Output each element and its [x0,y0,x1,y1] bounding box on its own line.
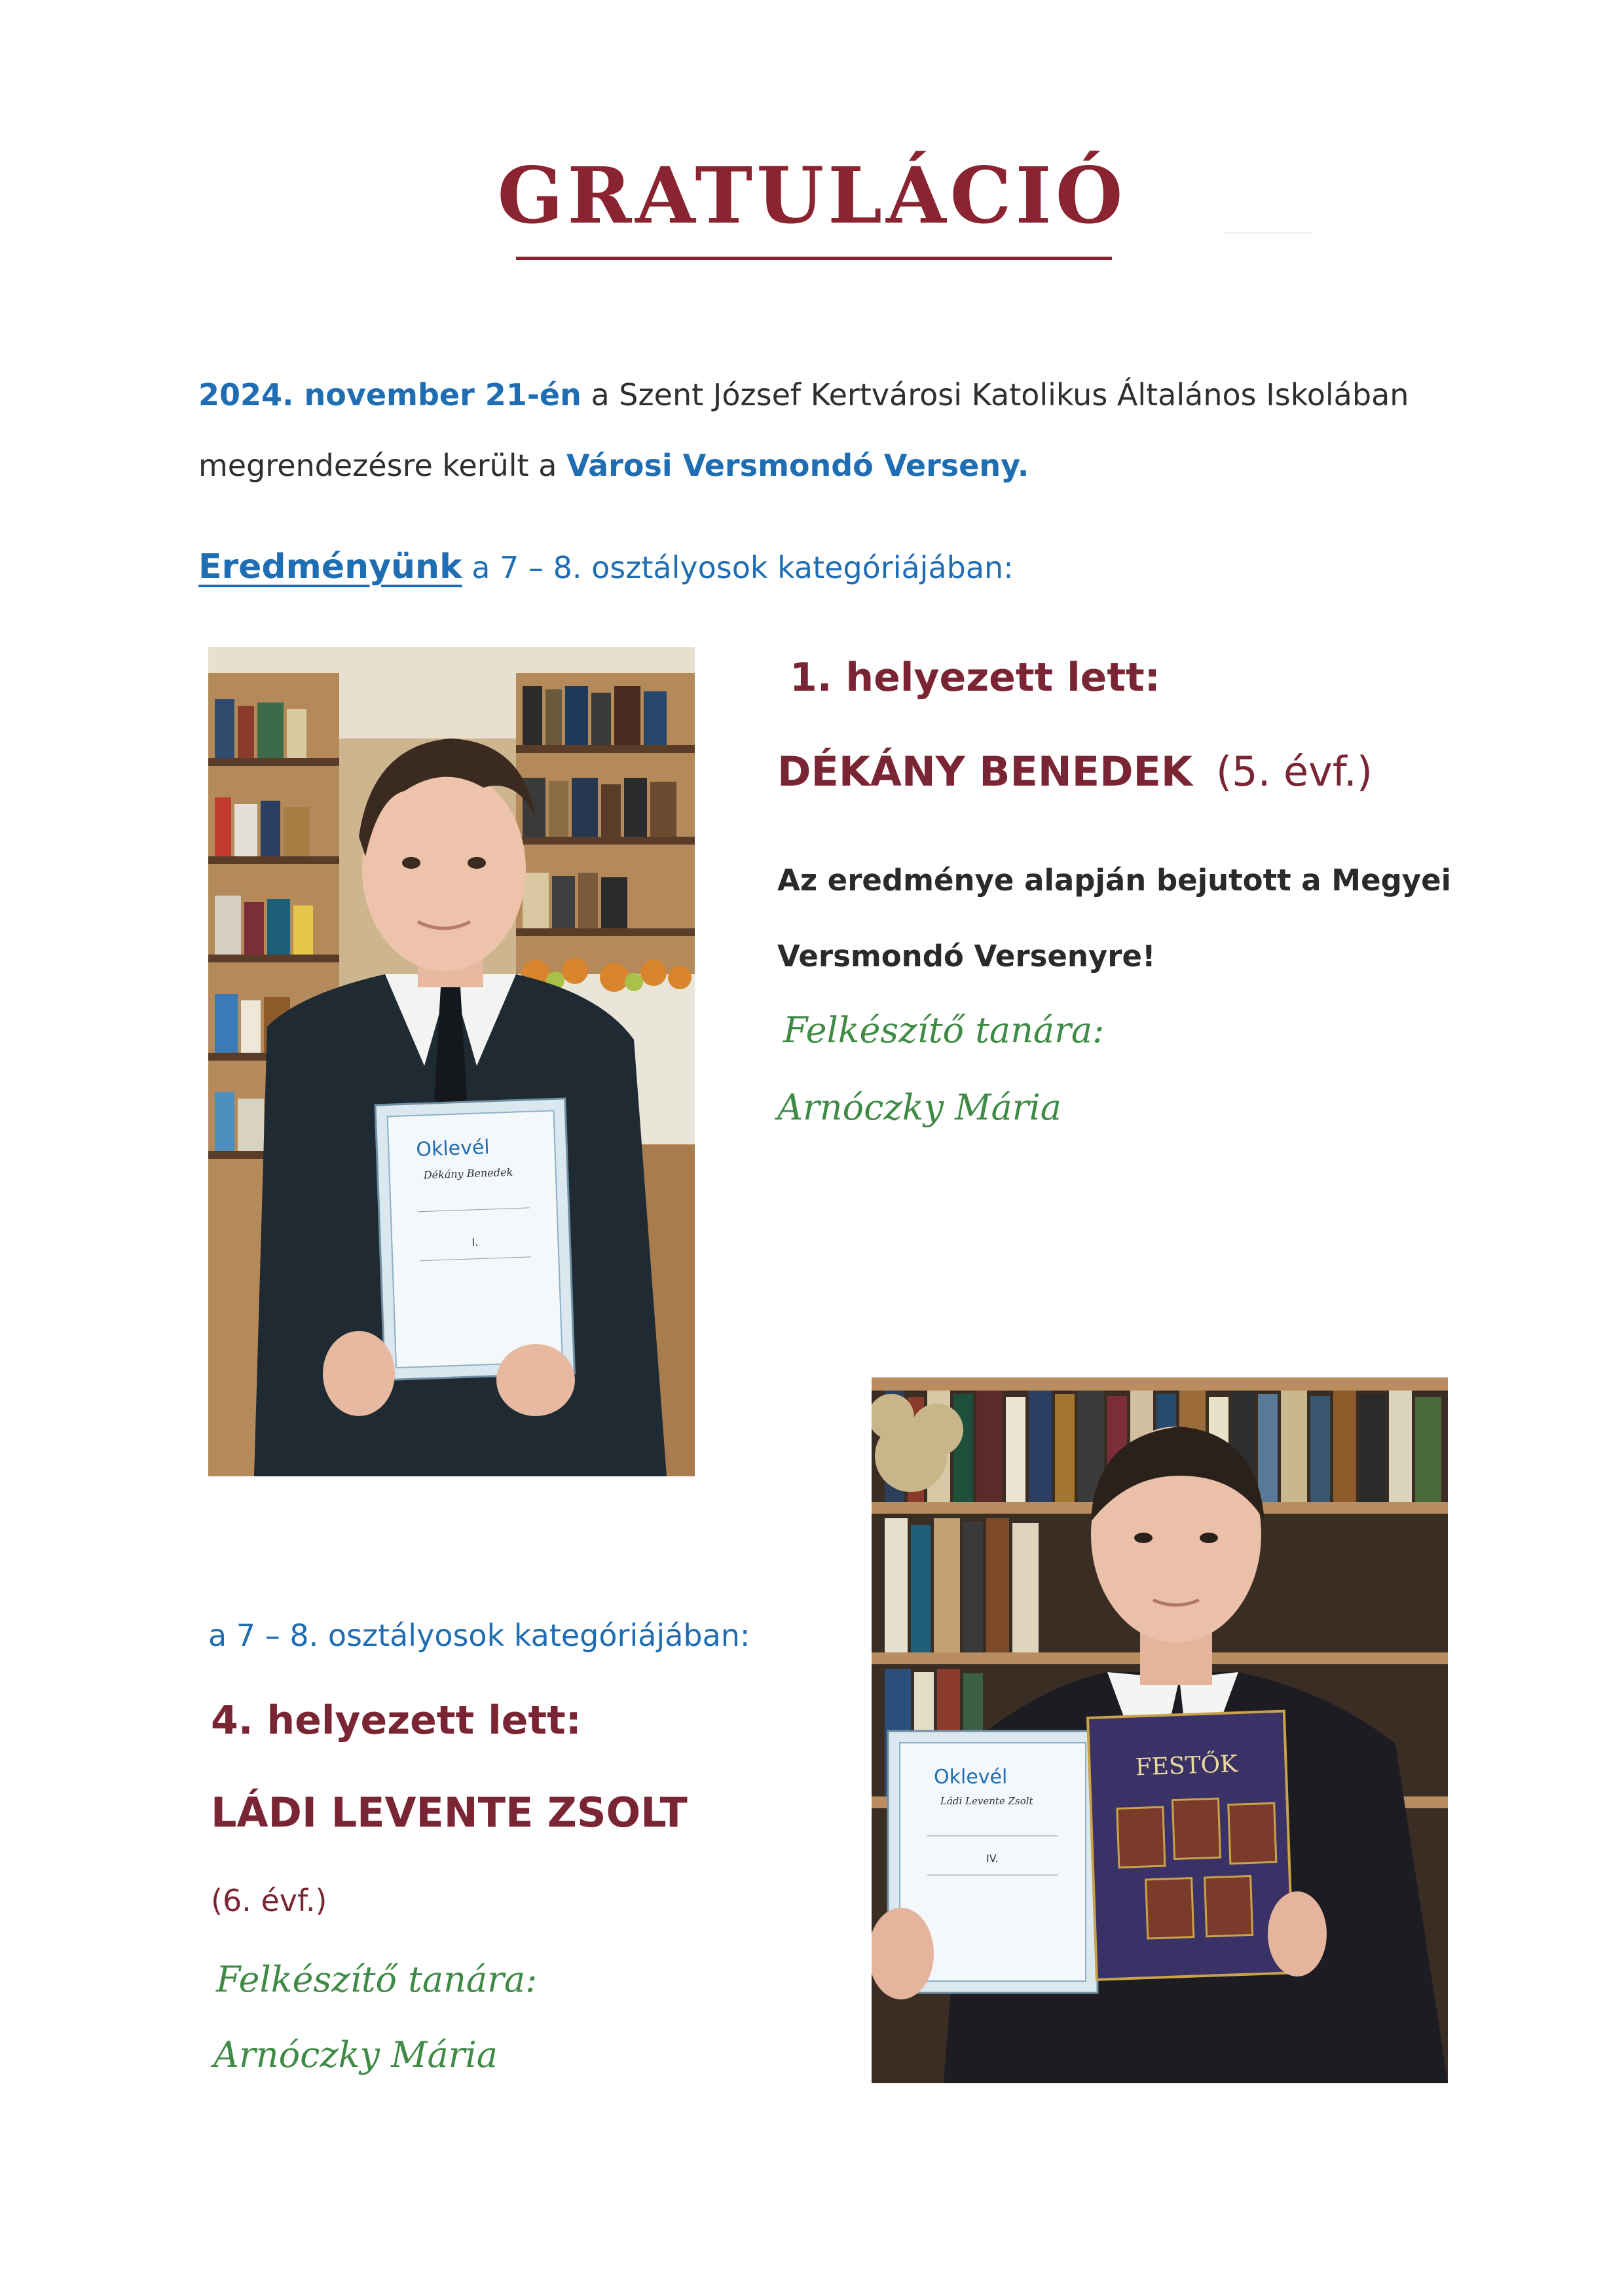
winner1-place: 1. helyezett lett: [790,655,1160,701]
intro-line-1 [198,377,1409,412]
winner2-grade: (6. évf.) [211,1883,327,1918]
winner2-teacher-label: Felkészítő tanára: [216,1959,538,2000]
certificate-place-2: IV. [986,1852,999,1865]
event-date: 2024. november 21-én [198,377,581,412]
winner1-teacher: Arnóczky Mária [777,1087,1061,1128]
result-label: Eredményünk [198,547,462,587]
winner2-place: 4. helyezett lett: [211,1698,581,1743]
winner2-teacher: Arnóczky Mária [213,2034,498,2075]
winner2-name: LÁDI LEVENTE ZSOLT [211,1789,688,1836]
intro-text-2: megrendezésre került a [198,448,567,483]
event-name: Városi Versmondó Verseny. [566,448,1029,483]
certificate-title-2: Oklevél [934,1766,1008,1789]
certificate-place: I. [471,1235,479,1248]
winner1-note-1: Az eredménye alapján bejutott a Megyei [777,863,1452,898]
winner1-note-2: Versmondó Versenyre! [777,939,1156,974]
certificate-name: Dékány Benedek [423,1165,513,1182]
winner1-grade: (5. évf.) [1215,748,1373,795]
winner1-name-line [777,748,1373,795]
certificate-name-2: Ládi Levente Zsolt [940,1795,1033,1807]
photo-benedek [208,647,695,1476]
certificate-title: Oklevél [415,1135,490,1161]
title-underline [516,257,1112,260]
page-title: GRATULÁCIÓ [497,150,1127,241]
intro-line-2 [198,450,1029,481]
divider [1223,232,1312,234]
book-title: FESTŐK [1134,1751,1238,1781]
photo-levente [872,1377,1448,2083]
intro-text-1: a Szent József Kertvárosi Katolikus Általános Iskolában [581,377,1409,412]
winner1-name: DÉKÁNY BENEDEK [777,748,1192,795]
intro-line-3 [198,547,1014,587]
winner2-category: a 7 – 8. osztályosok kategóriájában: [208,1618,750,1653]
category-text: a 7 – 8. osztályosok kategóriájában: [462,550,1014,585]
winner1-teacher-label: Felkészítő tanára: [783,1010,1105,1051]
